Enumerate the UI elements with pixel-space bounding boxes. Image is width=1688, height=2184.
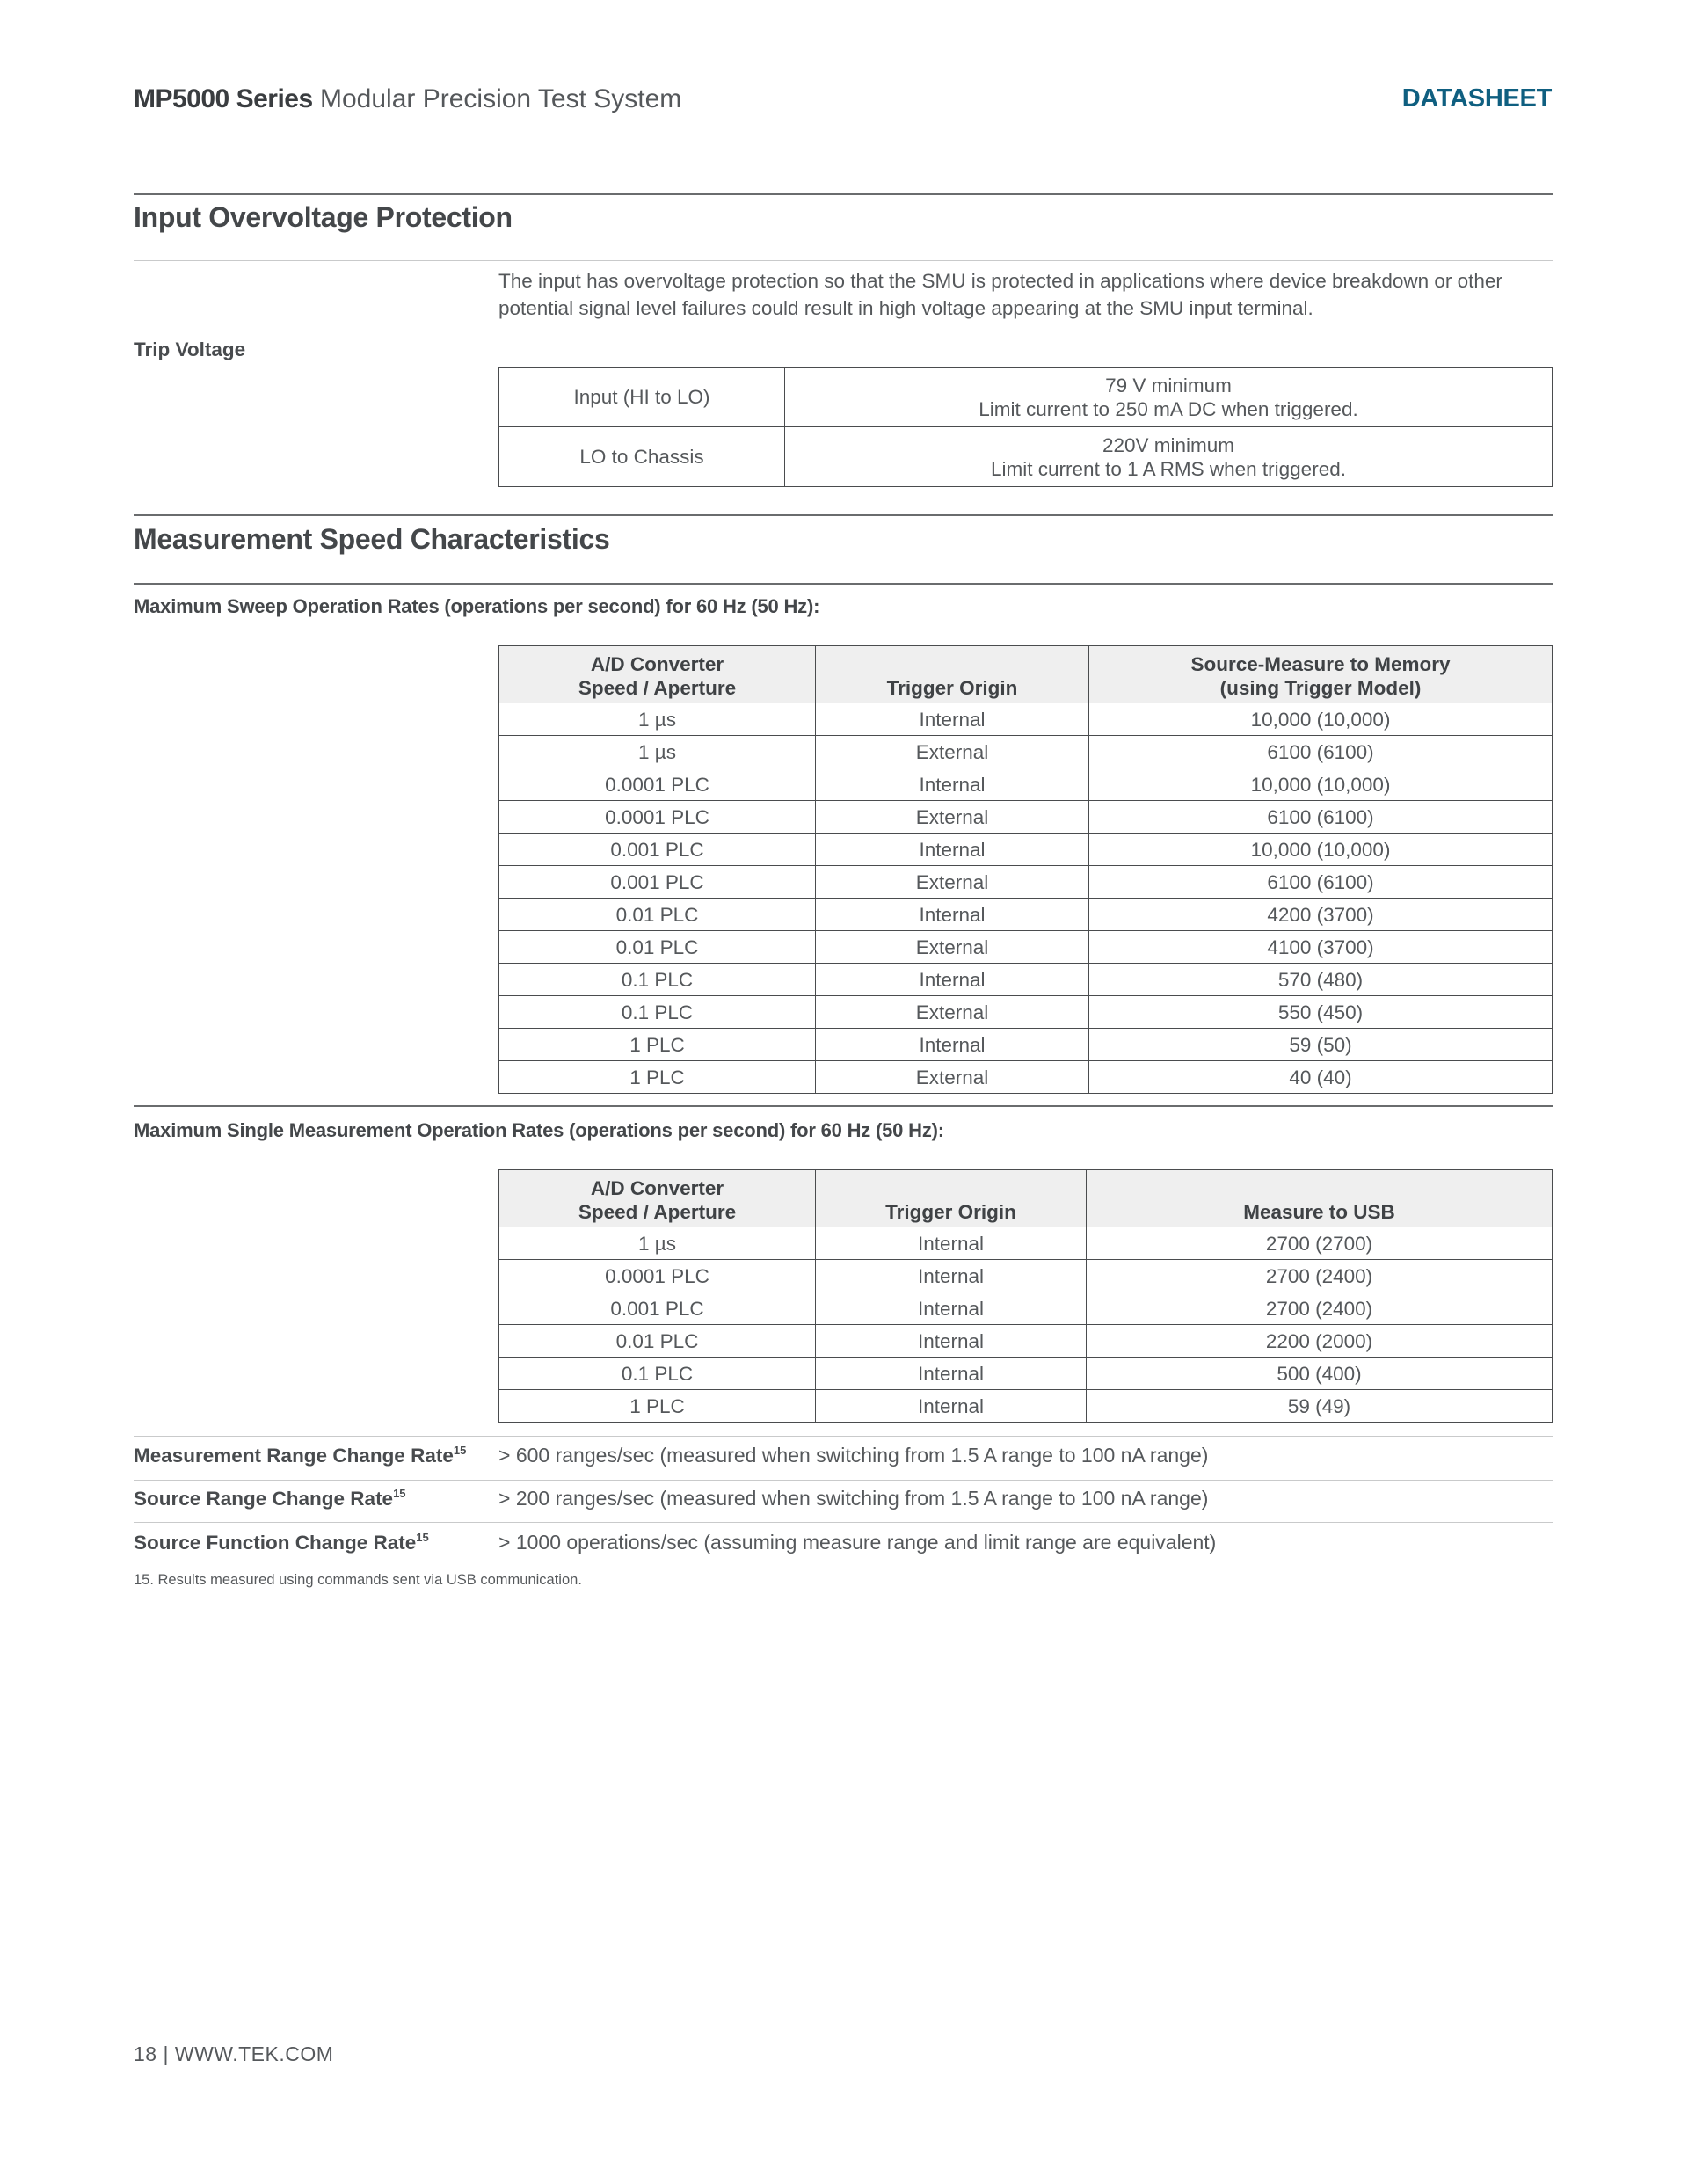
divider	[134, 1480, 1553, 1481]
column-header: Source-Measure to Memory (using Trigger Model)	[1089, 646, 1553, 703]
aperture-cell: 1 µs	[499, 703, 816, 736]
trigger-cell: Internal	[816, 703, 1089, 736]
rate-cell: 2200 (2000)	[1087, 1325, 1553, 1358]
trigger-cell: External	[816, 996, 1089, 1029]
table-row	[499, 1292, 1553, 1325]
rate-cell: 2700 (2700)	[1087, 1227, 1553, 1260]
column-header: A/D Converter Speed / Aperture	[499, 1170, 816, 1227]
table-row	[499, 427, 1553, 487]
aperture-cell: 0.01 PLC	[499, 899, 816, 931]
trigger-cell: Internal	[816, 1292, 1087, 1325]
doc-type-label: DATASHEET	[1401, 84, 1552, 113]
trigger-cell: Internal	[816, 1390, 1087, 1423]
column-header: Trigger Origin	[816, 1170, 1087, 1227]
aperture-cell: 1 PLC	[499, 1029, 816, 1061]
aperture-cell: 0.0001 PLC	[499, 768, 816, 801]
aperture-cell: 0.0001 PLC	[499, 1260, 816, 1292]
trigger-cell: Internal	[816, 834, 1089, 866]
aperture-cell: 0.0001 PLC	[499, 801, 816, 834]
section-divider	[134, 583, 1553, 585]
spec-label-source-range-change: Source Range Change Rate$^{15}$	[134, 1487, 406, 1510]
table-row	[499, 1061, 1553, 1094]
table-row	[499, 996, 1553, 1029]
rate-cell: 59 (50)	[1089, 1029, 1553, 1061]
column-header: A/D Converter Speed / Aperture	[499, 646, 816, 703]
table-row	[499, 899, 1553, 931]
trip-voltage-table	[498, 367, 1553, 487]
table-row	[499, 1029, 1553, 1061]
trigger-cell: External	[816, 866, 1089, 899]
trip-path: LO to Chassis	[499, 427, 785, 487]
trigger-cell: Internal	[816, 1358, 1087, 1390]
table-row	[499, 1325, 1553, 1358]
aperture-cell: 0.1 PLC	[499, 996, 816, 1029]
trip-spec	[785, 427, 1553, 487]
trip-current-limit: Limit current to 1 A RMS when triggered.	[991, 457, 1346, 480]
rate-cell: 550 (450)	[1089, 996, 1553, 1029]
table-row	[499, 801, 1553, 834]
trigger-cell: Internal	[816, 1029, 1089, 1061]
trip-voltage-value: 220V minimum	[1102, 433, 1235, 456]
rate-cell: 570 (480)	[1089, 964, 1553, 996]
aperture-cell: 1 µs	[499, 736, 816, 768]
rate-cell: 2700 (2400)	[1087, 1260, 1553, 1292]
table-row	[499, 768, 1553, 801]
table-header-row	[499, 646, 1553, 703]
trip-path: Input (HI to LO)	[499, 368, 785, 427]
table-row	[499, 736, 1553, 768]
website-link[interactable]: WWW.TEK.COM	[174, 2042, 334, 2065]
aperture-cell: 0.001 PLC	[499, 866, 816, 899]
aperture-cell: 0.1 PLC	[499, 1358, 816, 1390]
rate-cell: 500 (400)	[1087, 1358, 1553, 1390]
rate-cell: 6100 (6100)	[1089, 866, 1553, 899]
rate-cell: 4100 (3700)	[1089, 931, 1553, 964]
trigger-cell: Internal	[816, 899, 1089, 931]
trigger-cell: Internal	[816, 1227, 1087, 1260]
footnote-ref: 15	[416, 1531, 429, 1544]
footnote-ref: 15	[393, 1487, 406, 1500]
aperture-cell: 0.001 PLC	[499, 834, 816, 866]
footnote-15: 15. Results measured using commands sent via USB communication.	[134, 1572, 582, 1588]
table-row	[499, 368, 1553, 427]
section-divider	[134, 514, 1553, 516]
trigger-cell: Internal	[816, 768, 1089, 801]
page-footer	[134, 2042, 333, 2066]
aperture-cell: 1 PLC	[499, 1061, 816, 1094]
trip-current-limit: Limit current to 250 mA DC when triggered.	[979, 397, 1358, 420]
section-divider	[134, 193, 1553, 195]
aperture-cell: 0.1 PLC	[499, 964, 816, 996]
rate-cell: 4200 (3700)	[1089, 899, 1553, 931]
table-row	[499, 866, 1553, 899]
table-row	[499, 1358, 1553, 1390]
rate-cell: 10,000 (10,000)	[1089, 768, 1553, 801]
trigger-cell: External	[816, 801, 1089, 834]
rate-cell: 2700 (2400)	[1087, 1292, 1553, 1325]
trigger-cell: External	[816, 931, 1089, 964]
divider	[134, 1522, 1553, 1523]
sweep-rates-table	[498, 645, 1553, 1094]
aperture-cell: 0.001 PLC	[499, 1292, 816, 1325]
rate-cell: 10,000 (10,000)	[1089, 703, 1553, 736]
table-row	[499, 1260, 1553, 1292]
column-header: Trigger Origin	[816, 646, 1089, 703]
table-row	[499, 964, 1553, 996]
spec-value-measurement-range-change: > 600 ranges/sec (measured when switching from 1.5 A range to 100 nA range)	[498, 1444, 1209, 1467]
rate-cell: 10,000 (10,000)	[1089, 834, 1553, 866]
aperture-cell: 1 PLC	[499, 1390, 816, 1423]
spec-label-measurement-range-change: Measurement Range Change Rate$^{15}$	[134, 1444, 467, 1467]
single-rates-heading: Maximum Single Measurement Operation Rates (operations per second) for 60 Hz (50 Hz):	[134, 1119, 944, 1141]
aperture-cell: 0.01 PLC	[499, 1325, 816, 1358]
trigger-cell: Internal	[816, 1325, 1087, 1358]
footnote-ref: 15	[453, 1444, 467, 1457]
aperture-cell: 0.01 PLC	[499, 931, 816, 964]
product-series: MP5000 Series	[134, 84, 313, 113]
footer-separator: |	[163, 2042, 169, 2065]
trip-voltage-value: 79 V minimum	[1105, 374, 1232, 397]
overvoltage-description: The input has overvoltage protection so that the SMU is protected in applications where device breakdown or other potential signal level failures could result in high voltage appearing at the SMU input terminal.	[498, 270, 1502, 319]
trigger-cell: External	[816, 736, 1089, 768]
rate-cell: 6100 (6100)	[1089, 801, 1553, 834]
page-number: 18	[134, 2042, 157, 2065]
column-header: Measure to USB	[1087, 1170, 1553, 1227]
trigger-cell: Internal	[816, 1260, 1087, 1292]
trigger-cell: External	[816, 1061, 1089, 1094]
table-row	[499, 1390, 1553, 1423]
product-subtitle: Modular Precision Test System	[320, 84, 682, 113]
spec-label-source-function-change: Source Function Change Rate$^{15}$	[134, 1531, 429, 1554]
section-divider	[134, 1105, 1553, 1107]
divider	[134, 260, 1553, 261]
trip-spec	[785, 368, 1553, 427]
table-row	[499, 931, 1553, 964]
trigger-cell: Internal	[816, 964, 1089, 996]
table-row	[499, 834, 1553, 866]
aperture-cell: 1 µs	[499, 1227, 816, 1260]
single-measurement-rates-table	[498, 1169, 1553, 1423]
section-title-overvoltage: Input Overvoltage Protection	[134, 201, 513, 233]
document-header-title	[134, 84, 681, 114]
rate-cell: 6100 (6100)	[1089, 736, 1553, 768]
table-row	[499, 1227, 1553, 1260]
section-title-speed: Measurement Speed Characteristics	[134, 523, 610, 555]
divider	[134, 1436, 1553, 1437]
sweep-rates-heading: Maximum Sweep Operation Rates (operations per second) for 60 Hz (50 Hz):	[134, 595, 820, 617]
spec-value-source-range-change: > 200 ranges/sec (measured when switching from 1.5 A range to 100 nA range)	[498, 1487, 1209, 1510]
rate-cell: 40 (40)	[1089, 1061, 1553, 1094]
rate-cell: 59 (49)	[1087, 1390, 1553, 1423]
trip-voltage-label: Trip Voltage	[134, 339, 246, 360]
table-row	[499, 703, 1553, 736]
table-header-row	[499, 1170, 1553, 1227]
spec-value-source-function-change: > 1000 operations/sec (assuming measure range and limit range are equivalent)	[498, 1531, 1217, 1554]
